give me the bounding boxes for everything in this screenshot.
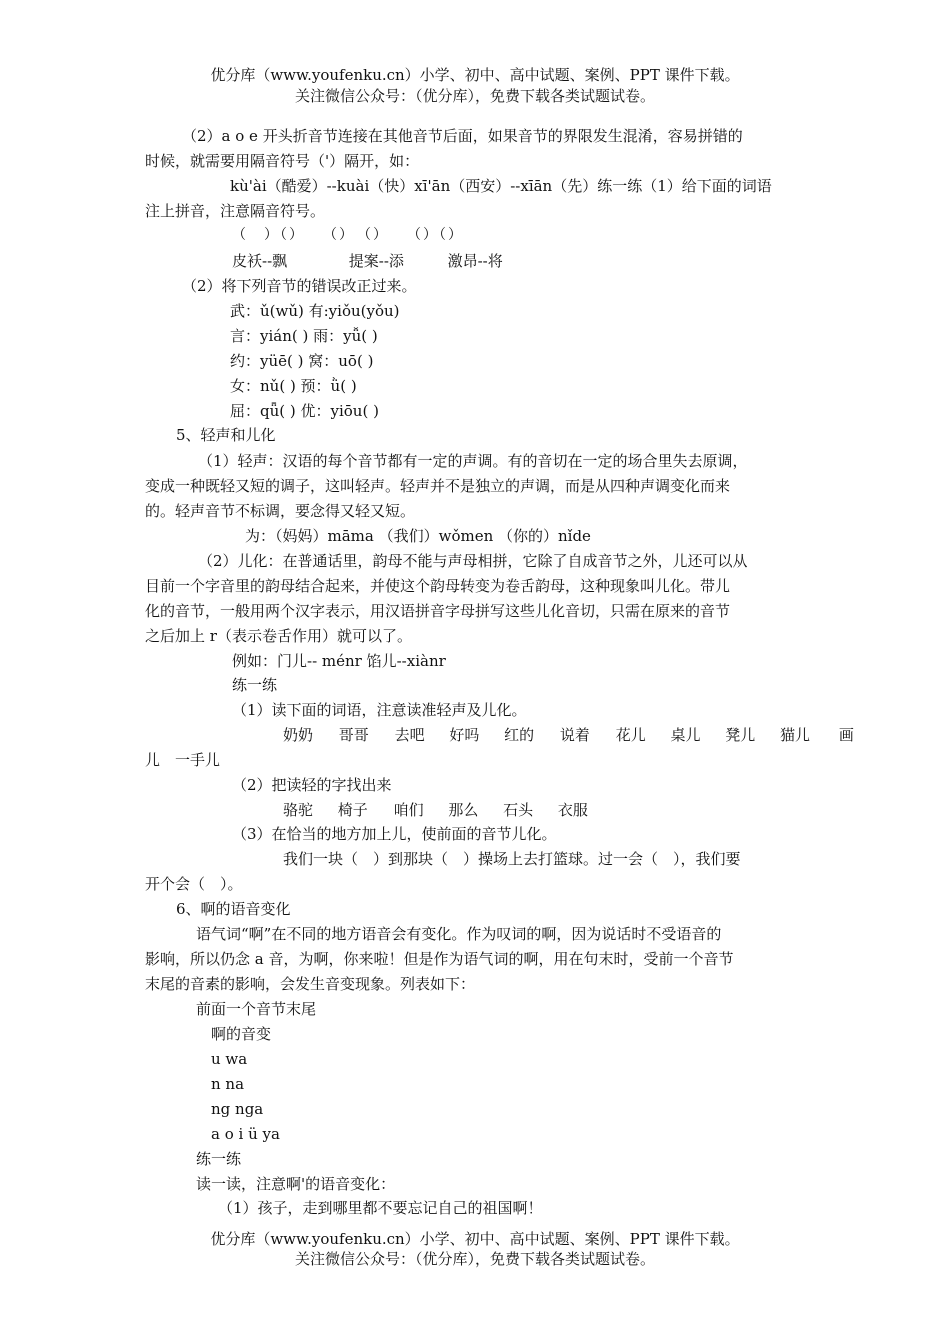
sec6-table-row: u wa — [211, 1050, 248, 1068]
word-item: 石头 — [503, 801, 534, 819]
sec6-table-header-2: 啊的音变 — [211, 1025, 272, 1043]
sec6-table-row: a o i ü ya — [211, 1125, 280, 1143]
sec6-paragraph-line-c: 末尾的音素的影响，会发生音变现象。列表如下： — [145, 975, 476, 993]
sec6-table-row: n na — [211, 1075, 245, 1093]
sec5-p1-line-b: 变成一种既轻又短的调子，这叫轻声。轻声并不是独立的声调，而是从四种声调变化而来 — [145, 477, 731, 495]
sec6-practice-heading: 练一练 — [196, 1150, 242, 1168]
sec5-title: 5、轻声和儿化 — [176, 426, 276, 444]
sec5-p1-line-a: （1）轻声：汉语的每个音节都有一定的声调。有的音切在一定的场合里失去原调， — [198, 452, 748, 470]
sec4-fix-item: 言：yián( ) 雨：yǚ( ) — [230, 327, 378, 345]
sec6-read-item: （1）孩子，走到哪里都不要忘记自己的祖国啊！ — [218, 1199, 543, 1217]
sec6-table-header-1: 前面一个音节末尾 — [196, 1000, 317, 1018]
sec4-fix-item: 屈：qǖ( ) 优：yiōu( ) — [230, 402, 379, 420]
sec6-paragraph-line-a: 语气词“啊”在不同的地方语音会有变化。作为叹词的啊，因为说话时不受语音的 — [196, 925, 722, 943]
word-item: 奶奶 — [283, 726, 314, 744]
sec5-p2-line-a: （2）儿化：在普通话里，韵母不能与声母相拼，它除了自成音节之外，儿还可以从 — [198, 552, 748, 570]
sec5-ex2-words — [283, 799, 588, 821]
sec4-fix-title: （2）将下列音节的错误改正过来。 — [182, 277, 417, 295]
word-item: 猫儿 — [780, 726, 811, 744]
word-item: 花儿 — [615, 726, 646, 744]
sec5-ex1-continuation: 儿 一手儿 — [145, 751, 221, 769]
word-item: 椅子 — [337, 801, 368, 819]
sec4-example-line-a: kù'ài（酷爱）--kuài（快）xī'ān（西安）--xīān（先）练一练（1）给下面的词语 — [230, 177, 772, 195]
sec4-p2-line-b: 时候，就需要用隔音符号（'）隔开，如： — [145, 152, 420, 170]
word-item: 提案--添 — [348, 252, 404, 270]
word-item: 哥哥 — [338, 726, 369, 744]
sec5-p1-line-c: 的。轻声音节不标调，要念得又轻又短。 — [145, 502, 416, 520]
sec6-table-row: ng nga — [211, 1100, 264, 1118]
header-line-1: 优分库（www.youfenku.cn）小学、初中、高中试题、案例、PPT 课件下载。 — [210, 66, 740, 84]
word-item: 咱们 — [393, 801, 424, 819]
sec5-ex3-line-b: 开个会（ ）。 — [145, 875, 243, 893]
footer-line-2: 关注微信公众号：（优分库），免费下载各类试题试卷。 — [294, 1250, 655, 1268]
sec6-read-title: 读一读，注意啊'的语音变化： — [196, 1175, 396, 1193]
word-item: 衣服 — [557, 801, 588, 819]
sec5-p2-line-b: 目前一个字音里的韵母结合起来，并使这个韵母转变为卷舌韵母，这种现象叫儿化。带儿 — [145, 577, 731, 595]
sec4-brackets-row: （ ）（） （） （） （）（） — [232, 227, 464, 243]
sec6-title: 6、啊的语音变化 — [176, 900, 291, 918]
footer-line-1: 优分库（www.youfenku.cn）小学、初中、高中试题、案例、PPT 课件下载。 — [210, 1230, 740, 1248]
sec5-p2-line-d: 之后加上 r（表示卷舌作用）就可以了。 — [145, 627, 412, 645]
sec5-ex1-words — [283, 724, 854, 746]
sec5-ex1-title: （1）读下面的词语，注意读准轻声及儿化。 — [232, 701, 527, 719]
word-item: 激昂--将 — [447, 252, 503, 270]
sec6-paragraph-line-b: 影响，所以仍念 a 音，为啊，你来啦！但是作为语气词的啊，用在句末时，受前一个音节 — [145, 950, 734, 968]
sec5-ex3-line-a: 我们一块（ ）到那块（ ）操场上去打篮球。过一会（ ），我们要 — [283, 850, 741, 868]
sec4-p2-line-a: （2）a o e 开头折音节连接在其他音节后面，如果音节的界限发生混淆，容易拼错的 — [182, 127, 743, 145]
sec5-p2-example: 例如：门儿-- ménr 馅儿--xiànr — [232, 652, 446, 670]
word-item: 红的 — [504, 726, 535, 744]
sec4-fix-item: 女：nǔ( ) 预：ǜ( ) — [230, 377, 357, 395]
word-item: 凳儿 — [725, 726, 756, 744]
word-item: 皮袄--飘 — [232, 252, 288, 270]
sec5-p1-example: 为：（妈妈）māma （我们）wǒmen （你的）nǐde — [245, 527, 591, 545]
word-item: 好吗 — [449, 726, 480, 744]
word-item: 骆驼 — [283, 801, 314, 819]
word-item: 那么 — [448, 801, 479, 819]
sec4-fix-item: 约：yüē( ) 窝：uō( ) — [230, 352, 374, 370]
sec4-example-line-b: 注上拼音，注意隔音符号。 — [145, 202, 326, 220]
sec5-practice-heading: 练一练 — [232, 676, 278, 694]
word-item: 画 — [838, 726, 854, 744]
word-item: 桌儿 — [670, 726, 701, 744]
sec4-fix-item: 武：ǔ(wǔ) 有:yiǒu(yǒu) — [230, 302, 400, 320]
word-item: 说着 — [559, 726, 590, 744]
sec5-p2-line-c: 化的音节，一般用两个汉字表示，用汉语拼音字母拼写这些儿化音切，只需在原来的音节 — [145, 602, 731, 620]
sec5-ex3-title: （3）在恰当的地方加上儿，使前面的音节儿化。 — [232, 825, 557, 843]
sec5-ex2-title: （2）把读轻的字找出来 — [232, 776, 392, 794]
word-item: 去吧 — [394, 726, 425, 744]
sec4-words-row — [232, 250, 503, 272]
header-line-2: 关注微信公众号：（优分库），免费下载各类试题试卷。 — [294, 87, 655, 105]
